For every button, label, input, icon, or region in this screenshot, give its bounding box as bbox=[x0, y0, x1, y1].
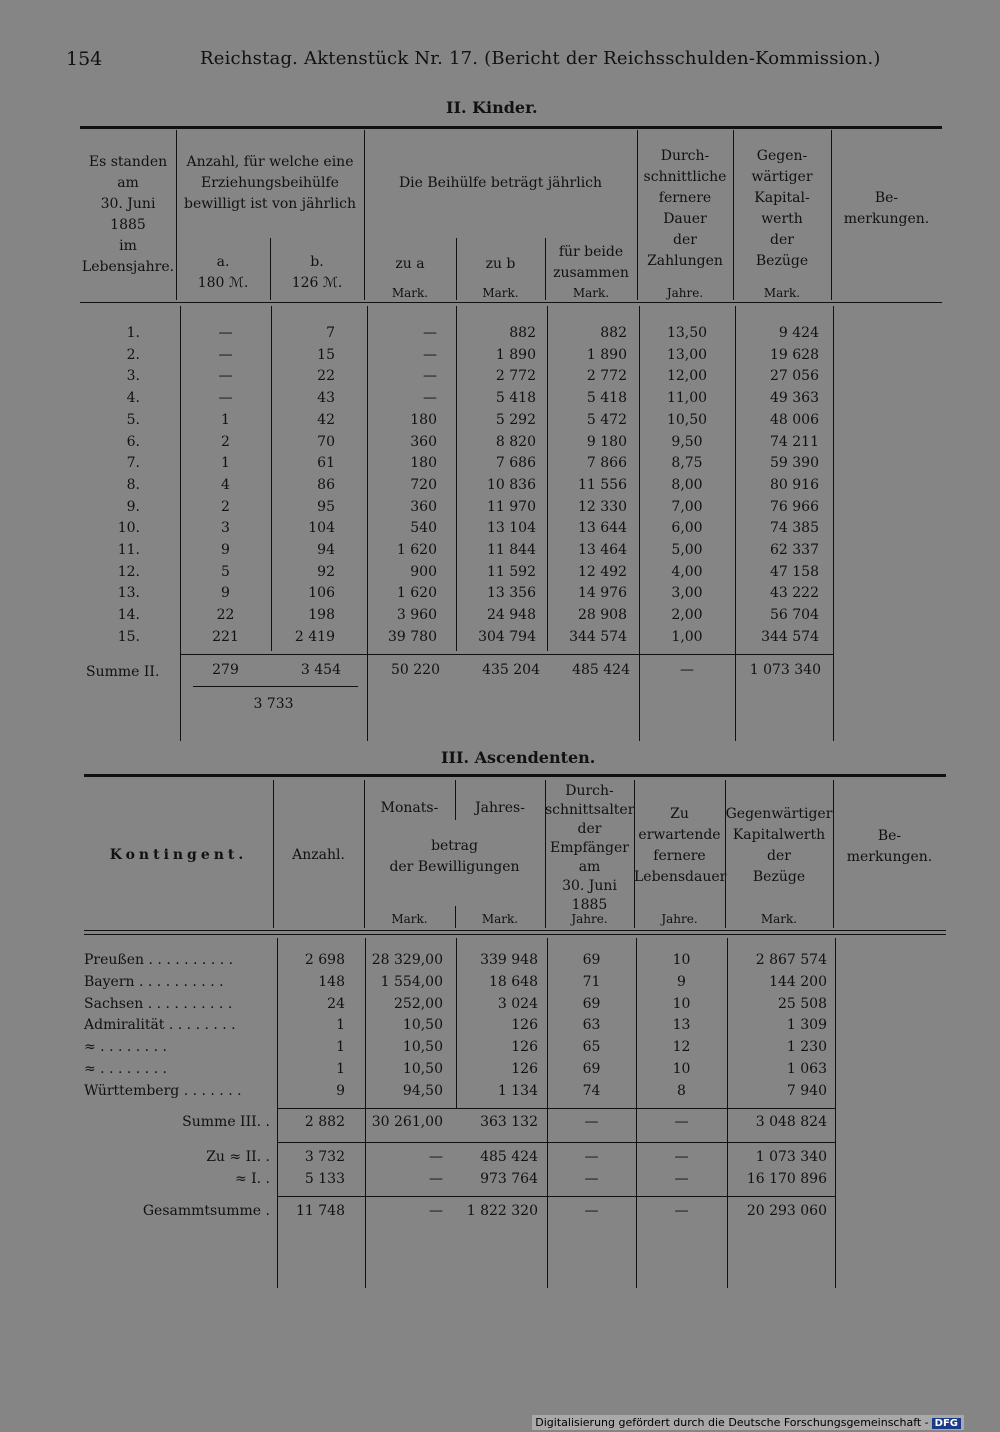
header-beihilfe: Die Beihülfe beträgt jährlich bbox=[398, 175, 603, 191]
anzahl-cell: 148 bbox=[318, 973, 345, 990]
dauer-cell: 6,00 bbox=[671, 520, 703, 537]
running-title: Reichstag. Aktenstück Nr. 17. (Bericht der Reichsschulden-Kommission.) bbox=[200, 48, 881, 69]
total-kapital: 1 073 340 bbox=[749, 662, 821, 678]
dauer-cell: 12,00 bbox=[666, 368, 708, 385]
count-b-cell: 86 bbox=[317, 476, 335, 493]
kapital-cell: 74 211 bbox=[770, 433, 819, 450]
zu-b-cell: 11 970 bbox=[487, 498, 536, 515]
header-lebensdauer: Zu erwartende fernere Lebensdauer bbox=[634, 806, 727, 885]
monats-cell: — bbox=[429, 1149, 443, 1165]
lebensdauer-cell: 12 bbox=[672, 1039, 691, 1056]
count-b-cell: 104 bbox=[308, 520, 335, 537]
kontingent-cell: Bayern . . . . . . . . . . bbox=[84, 973, 224, 990]
kontingent-cell: Sachsen . . . . . . . . . . bbox=[84, 995, 233, 1012]
kapital-cell: 25 508 bbox=[778, 995, 827, 1012]
count-b-cell: 7 bbox=[326, 325, 335, 341]
monats-cell: — bbox=[429, 1203, 443, 1219]
kontingent-cell: Summe III. . bbox=[182, 1114, 270, 1130]
alter-cell: 71 bbox=[582, 973, 601, 990]
jahres-cell: 126 bbox=[511, 1039, 538, 1056]
anzahl-cell: 3 732 bbox=[304, 1149, 345, 1165]
count-b-cell: 43 bbox=[317, 390, 335, 407]
unit-jahre: Jahre. bbox=[666, 286, 704, 300]
kapital-cell: 2 867 574 bbox=[755, 952, 827, 968]
age-cell: 10. bbox=[117, 520, 140, 537]
lebensdauer-cell: 9 bbox=[677, 973, 686, 990]
zu-a-cell: — bbox=[423, 368, 437, 385]
header-beide: für beide zusammen bbox=[553, 244, 629, 281]
kapital-cell: 1 309 bbox=[786, 1017, 827, 1034]
unit-mark: Mark. bbox=[391, 286, 429, 300]
header-monats: Monats- bbox=[380, 800, 439, 816]
kontingent-cell: Zu ≈ II. . bbox=[206, 1149, 270, 1165]
total-beide: 485 424 bbox=[572, 662, 630, 678]
anzahl-cell: 9 bbox=[336, 1082, 345, 1099]
age-cell: 15. bbox=[117, 628, 140, 645]
beide-cell: 7 866 bbox=[586, 455, 627, 472]
rule bbox=[84, 934, 946, 935]
count-a-cell: 1 bbox=[221, 455, 230, 472]
lebensdauer-cell: — bbox=[674, 1203, 689, 1219]
zu-b-cell: 7 686 bbox=[495, 455, 536, 472]
lebensdauer-cell: 8 bbox=[677, 1082, 686, 1099]
age-cell: 8. bbox=[126, 476, 140, 493]
kontingent-cell: Württemberg . . . . . . . bbox=[84, 1082, 242, 1099]
kapital-cell: 1 063 bbox=[786, 1061, 827, 1077]
count-b-cell: 95 bbox=[317, 498, 335, 515]
total-b: 3 454 bbox=[300, 662, 341, 678]
kapital-cell: 16 170 896 bbox=[746, 1171, 827, 1187]
dauer-cell: 8,75 bbox=[671, 455, 703, 472]
zu-a-cell: 540 bbox=[410, 520, 437, 537]
divider bbox=[727, 938, 728, 1288]
count-a-cell: 1 bbox=[221, 411, 230, 428]
kapital-cell: 144 200 bbox=[769, 973, 827, 990]
total-ab-sum: 3 733 bbox=[253, 696, 294, 712]
alter-cell: 74 bbox=[582, 1082, 601, 1099]
monats-cell: 30 261,00 bbox=[371, 1114, 443, 1130]
dauer-cell: 7,00 bbox=[671, 498, 703, 515]
rule bbox=[80, 302, 942, 303]
count-a-cell: 3 bbox=[221, 520, 230, 537]
kapital-cell: 7 940 bbox=[786, 1082, 827, 1099]
zu-a-cell: 720 bbox=[410, 476, 437, 493]
section-title-ascendenten: III. Ascendenten. bbox=[441, 748, 596, 767]
count-a-cell: 5 bbox=[221, 563, 230, 580]
section-title-kinder: II. Kinder. bbox=[446, 98, 538, 117]
dauer-cell: 4,00 bbox=[671, 563, 703, 580]
zu-b-cell: 5 418 bbox=[495, 390, 536, 407]
anzahl-cell: 24 bbox=[327, 995, 345, 1012]
dfg-logo: DFG bbox=[932, 1418, 961, 1429]
count-a-cell: 2 bbox=[221, 433, 230, 450]
kapital-cell: 19 628 bbox=[770, 346, 819, 363]
unit-jahre: Jahre. bbox=[661, 912, 698, 926]
monats-cell: 10,50 bbox=[402, 1017, 443, 1034]
header-alter: Durch- schnittsalter der Empfänger am 30. Juni 1885 bbox=[545, 783, 635, 913]
lebensdauer-cell: 13 bbox=[672, 1017, 691, 1034]
zu-b-cell: 5 292 bbox=[495, 411, 536, 428]
header-kapital: Gegenwärtiger Kapitalwerth der Bezüge bbox=[725, 806, 833, 885]
zu-b-cell: 8 820 bbox=[495, 433, 536, 450]
count-a-cell: 9 bbox=[221, 542, 230, 558]
count-b-cell: 92 bbox=[317, 563, 335, 580]
divider bbox=[833, 306, 834, 741]
alter-cell: — bbox=[584, 1114, 599, 1130]
count-b-cell: 2 419 bbox=[294, 628, 335, 645]
anzahl-cell: 2 882 bbox=[304, 1114, 345, 1130]
age-cell: 1. bbox=[126, 325, 140, 341]
beide-cell: 9 180 bbox=[586, 433, 627, 450]
zu-a-cell: 900 bbox=[410, 563, 437, 580]
jahres-cell: 363 132 bbox=[480, 1114, 538, 1130]
zu-a-cell: 180 bbox=[410, 411, 437, 428]
kapital-cell: 49 363 bbox=[770, 390, 819, 407]
rule bbox=[84, 930, 946, 931]
count-b-cell: 106 bbox=[308, 585, 335, 602]
divider bbox=[365, 938, 366, 1288]
alter-cell: 65 bbox=[582, 1039, 601, 1056]
count-a-cell: 221 bbox=[212, 628, 239, 645]
kapital-cell: 59 390 bbox=[770, 455, 819, 472]
header-dauer: Durch- schnittliche fernere Dauer der Zahlungen bbox=[643, 148, 727, 269]
kapital-cell: 344 574 bbox=[761, 628, 819, 645]
kapital-cell: 47 158 bbox=[770, 563, 819, 580]
zu-a-cell: 1 620 bbox=[396, 542, 437, 558]
monats-cell: 10,50 bbox=[402, 1039, 443, 1056]
anzahl-cell: 1 bbox=[336, 1039, 345, 1056]
divider bbox=[835, 938, 836, 1288]
count-b-cell: 198 bbox=[308, 607, 335, 624]
lebensdauer-cell: — bbox=[674, 1171, 689, 1187]
count-a-cell: — bbox=[218, 325, 233, 341]
zu-a-cell: 360 bbox=[410, 433, 437, 450]
header-anzahl: Anzahl. bbox=[292, 847, 345, 863]
age-cell: 11. bbox=[117, 542, 140, 558]
kontingent-cell: ≈ I. . bbox=[234, 1171, 270, 1187]
total-a: 279 bbox=[212, 662, 239, 678]
dauer-cell: 11,00 bbox=[666, 390, 708, 407]
beide-cell: 13 464 bbox=[578, 542, 627, 558]
kapital-cell: 1 230 bbox=[786, 1039, 827, 1056]
count-b-cell: 15 bbox=[317, 346, 335, 363]
header-bemerkungen: Be- merkungen. bbox=[846, 828, 933, 865]
total-zu-a: 50 220 bbox=[391, 662, 440, 678]
anzahl-cell: 5 133 bbox=[304, 1171, 345, 1187]
monats-cell: 1 554,00 bbox=[380, 973, 443, 990]
beide-cell: 344 574 bbox=[569, 628, 627, 645]
age-cell: 13. bbox=[117, 585, 140, 602]
unit-mark: Mark. bbox=[481, 912, 519, 926]
unit-mark: Mark. bbox=[391, 912, 428, 926]
monats-cell: 252,00 bbox=[394, 995, 443, 1012]
monats-cell: 94,50 bbox=[402, 1082, 443, 1099]
dauer-cell: 13,50 bbox=[666, 325, 708, 341]
dauer-cell: 5,00 bbox=[671, 542, 703, 558]
monats-cell: 10,50 bbox=[402, 1061, 443, 1077]
kapital-cell: 76 966 bbox=[770, 498, 819, 515]
alter-cell: 69 bbox=[582, 952, 601, 968]
unit-mark: Mark. bbox=[572, 286, 610, 300]
jahres-cell: 973 764 bbox=[480, 1171, 538, 1187]
alter-cell: 69 bbox=[582, 995, 601, 1012]
divider bbox=[547, 938, 548, 1288]
kontingent-cell: ≈ . . . . . . . . bbox=[84, 1039, 167, 1056]
count-a-cell: 22 bbox=[216, 607, 235, 624]
header-zu-b: zu b bbox=[485, 256, 516, 272]
zu-a-cell: 180 bbox=[410, 455, 437, 472]
kontingent-cell: Admiralität . . . . . . . . bbox=[84, 1017, 236, 1034]
rule bbox=[277, 1196, 835, 1197]
zu-b-cell: 304 794 bbox=[478, 628, 536, 645]
age-cell: 14. bbox=[117, 607, 140, 624]
kapital-cell: 80 916 bbox=[770, 476, 819, 493]
alter-cell: — bbox=[584, 1171, 599, 1187]
lebensdauer-cell: — bbox=[674, 1114, 689, 1130]
header-count: Anzahl, für welche eine Erziehungsbeihülfe bewilligt ist von jährlich bbox=[184, 154, 356, 212]
page-number: 154 bbox=[66, 48, 103, 70]
kapital-cell: 9 424 bbox=[778, 325, 819, 341]
kapital-cell: 1 073 340 bbox=[755, 1149, 827, 1165]
beide-cell: 1 890 bbox=[586, 346, 627, 363]
count-a-cell: 9 bbox=[221, 585, 230, 602]
zu-b-cell: 11 592 bbox=[487, 563, 536, 580]
kontingent-cell: Preußen . . . . . . . . . . bbox=[84, 952, 234, 968]
zu-b-cell: 882 bbox=[509, 325, 536, 341]
total-zu-b: 435 204 bbox=[482, 662, 540, 678]
count-a-cell: 2 bbox=[221, 498, 230, 515]
zu-a-cell: 360 bbox=[410, 498, 437, 515]
kapital-cell: 56 704 bbox=[770, 607, 819, 624]
zu-b-cell: 10 836 bbox=[487, 476, 536, 493]
jahres-cell: 1 134 bbox=[497, 1082, 538, 1099]
zu-a-cell: — bbox=[423, 346, 437, 363]
lebensdauer-cell: 10 bbox=[672, 1061, 691, 1077]
brace-line bbox=[193, 686, 358, 687]
jahres-cell: 126 bbox=[511, 1017, 538, 1034]
age-cell: 3. bbox=[126, 368, 140, 385]
kapital-cell: 3 048 824 bbox=[755, 1114, 827, 1130]
age-cell: 6. bbox=[126, 433, 140, 450]
header-betrag: betrag der Bewilligungen bbox=[389, 838, 520, 875]
dauer-cell: 10,50 bbox=[666, 411, 708, 428]
header-jahres: Jahres- bbox=[475, 800, 525, 816]
divider bbox=[277, 938, 278, 1288]
beide-cell: 882 bbox=[600, 325, 627, 341]
age-cell: 7. bbox=[126, 455, 140, 472]
anzahl-cell: 2 698 bbox=[304, 952, 345, 968]
beide-cell: 12 492 bbox=[578, 563, 627, 580]
age-cell: 9. bbox=[126, 498, 140, 515]
zu-a-cell: 1 620 bbox=[396, 585, 437, 602]
beide-cell: 5 418 bbox=[586, 390, 627, 407]
alter-cell: 63 bbox=[582, 1017, 601, 1034]
unit-mark: Mark. bbox=[760, 912, 798, 926]
count-b-cell: 61 bbox=[317, 455, 335, 472]
zu-b-cell: 1 890 bbox=[495, 346, 536, 363]
beide-cell: 11 556 bbox=[578, 476, 627, 493]
total-label: Summe II. bbox=[86, 664, 160, 680]
monats-cell: — bbox=[429, 1171, 443, 1187]
header-age: Es standen am 30. Juni 1885 im Lebensjahre. bbox=[81, 154, 175, 275]
lebensdauer-cell: 10 bbox=[672, 952, 691, 968]
header-bemerkungen: Be- merkungen. bbox=[843, 190, 930, 227]
count-a-cell: — bbox=[218, 346, 233, 363]
count-b-cell: 70 bbox=[317, 433, 335, 450]
dauer-cell: 1,00 bbox=[671, 628, 703, 645]
total-dauer: — bbox=[680, 662, 694, 678]
age-cell: 4. bbox=[126, 390, 140, 407]
header-kontingent: Kontingent. bbox=[109, 847, 248, 863]
rule bbox=[180, 654, 833, 655]
rule bbox=[277, 1108, 835, 1109]
divider bbox=[636, 938, 637, 1288]
unit-mark: Mark. bbox=[482, 286, 519, 300]
age-cell: 2. bbox=[126, 346, 140, 363]
lebensdauer-cell: — bbox=[674, 1149, 689, 1165]
kapital-cell: 74 385 bbox=[770, 520, 819, 537]
anzahl-cell: 1 bbox=[336, 1061, 345, 1077]
jahres-cell: 3 024 bbox=[497, 995, 538, 1012]
rule bbox=[84, 774, 946, 777]
zu-b-cell: 13 104 bbox=[487, 520, 536, 537]
alter-cell: — bbox=[584, 1149, 599, 1165]
beide-cell: 5 472 bbox=[586, 411, 627, 428]
kapital-cell: 20 293 060 bbox=[746, 1203, 827, 1219]
jahres-cell: 485 424 bbox=[480, 1149, 538, 1165]
kontingent-cell: ≈ . . . . . . . . bbox=[84, 1061, 167, 1077]
count-b-cell: 42 bbox=[317, 411, 335, 428]
kapital-cell: 48 006 bbox=[770, 411, 819, 428]
zu-b-cell: 24 948 bbox=[487, 607, 536, 624]
kapital-cell: 27 056 bbox=[770, 368, 819, 385]
beide-cell: 14 976 bbox=[578, 585, 627, 602]
kapital-cell: 43 222 bbox=[770, 585, 819, 602]
beide-cell: 2 772 bbox=[586, 368, 627, 385]
jahres-cell: 126 bbox=[511, 1061, 538, 1077]
header-col-b: b. 126 ℳ. bbox=[291, 254, 343, 291]
age-cell: 12. bbox=[117, 563, 140, 580]
rule bbox=[277, 1142, 835, 1143]
jahres-cell: 1 822 320 bbox=[466, 1203, 538, 1219]
zu-b-cell: 13 356 bbox=[487, 585, 536, 602]
age-cell: 5. bbox=[126, 411, 140, 428]
anzahl-cell: 11 748 bbox=[296, 1203, 345, 1219]
count-a-cell: — bbox=[218, 368, 233, 385]
zu-b-cell: 2 772 bbox=[495, 368, 536, 385]
zu-a-cell: — bbox=[423, 325, 437, 341]
header-zu-a: zu a bbox=[395, 256, 425, 272]
beide-cell: 12 330 bbox=[578, 498, 627, 515]
footer-text: Digitalisierung gefördert durch die Deutsche Forschungsgemeinschaft - bbox=[535, 1416, 929, 1429]
dauer-cell: 9,50 bbox=[671, 433, 703, 450]
beide-cell: 13 644 bbox=[578, 520, 627, 537]
zu-a-cell: 3 960 bbox=[396, 607, 437, 624]
count-b-cell: 94 bbox=[317, 542, 335, 558]
dauer-cell: 13,00 bbox=[666, 346, 708, 363]
count-a-cell: 4 bbox=[221, 476, 230, 493]
kontingent-cell: Gesammtsumme . bbox=[142, 1203, 270, 1219]
header-kapital: Gegen- wärtiger Kapital- werth der Bezüge bbox=[751, 148, 813, 269]
lebensdauer-cell: 10 bbox=[672, 995, 691, 1012]
beide-cell: 28 908 bbox=[578, 607, 627, 624]
jahres-cell: 18 648 bbox=[489, 973, 538, 990]
alter-cell: 69 bbox=[582, 1061, 601, 1077]
alter-cell: — bbox=[584, 1203, 599, 1219]
zu-a-cell: 39 780 bbox=[388, 628, 437, 645]
header-col-a: a. 180 ℳ. bbox=[197, 254, 249, 291]
dauer-cell: 8,00 bbox=[671, 476, 703, 493]
monats-cell: 28 329,00 bbox=[371, 952, 443, 968]
jahres-cell: 339 948 bbox=[480, 952, 538, 968]
count-b-cell: 22 bbox=[317, 368, 335, 385]
dauer-cell: 2,00 bbox=[671, 607, 703, 624]
dauer-cell: 3,00 bbox=[671, 585, 703, 602]
anzahl-cell: 1 bbox=[336, 1017, 345, 1034]
rule bbox=[80, 126, 942, 129]
footer-credit bbox=[532, 1415, 964, 1430]
zu-b-cell: 11 844 bbox=[487, 542, 536, 558]
unit-mark: Mark. bbox=[763, 286, 801, 300]
kapital-cell: 62 337 bbox=[770, 542, 819, 558]
count-a-cell: — bbox=[218, 390, 233, 407]
unit-jahre: Jahre. bbox=[571, 912, 608, 926]
zu-a-cell: — bbox=[423, 390, 437, 407]
